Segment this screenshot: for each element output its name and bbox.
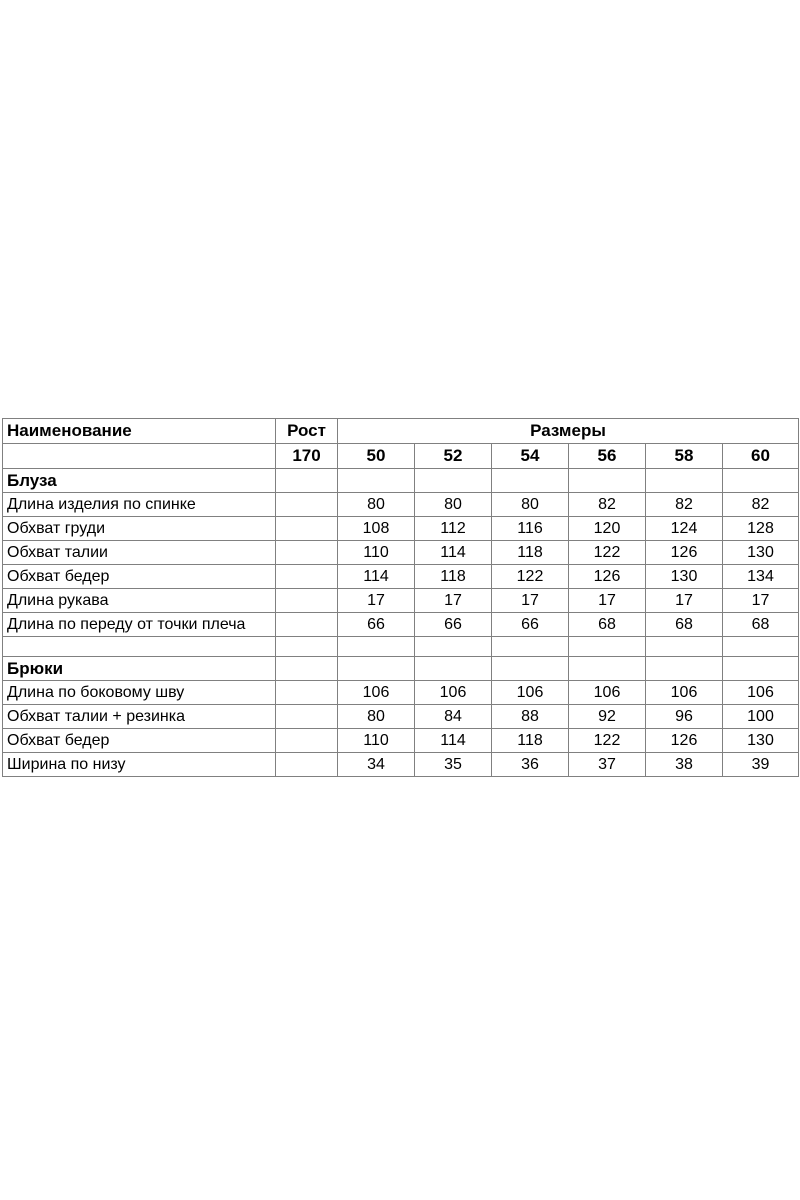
size-numbers-row [3,444,799,469]
row-label: Длина изделия по спинке [3,493,276,517]
cell-value: 122 [569,541,646,565]
cell-value: 126 [646,541,723,565]
cell-value: 124 [646,517,723,541]
spacer-row [3,637,799,657]
row-label: Длина рукава [3,589,276,613]
cell-value: 82 [569,493,646,517]
cell-value: 114 [338,565,415,589]
cell-value: 126 [646,729,723,753]
cell-value: 128 [723,517,799,541]
row-label: Обхват груди [3,517,276,541]
table-row [3,541,799,565]
cell-value: 126 [569,565,646,589]
cell-value: 80 [415,493,492,517]
cell-value: 35 [415,753,492,777]
cell-value: 120 [569,517,646,541]
cell-value: 37 [569,753,646,777]
cell-value: 68 [723,613,799,637]
cell-value: 80 [492,493,569,517]
cell-value: 106 [569,681,646,705]
cell-value: 100 [723,705,799,729]
cell-value: 114 [415,729,492,753]
row-label: Длина по переду от точки плеча [3,613,276,637]
cell-value: 66 [492,613,569,637]
size-header: 54 [492,444,569,469]
cell-value: 84 [415,705,492,729]
cell-value: 17 [492,589,569,613]
table-row [3,613,799,637]
cell-value: 118 [492,729,569,753]
cell-value: 130 [723,729,799,753]
cell-value: 106 [338,681,415,705]
cell-value: 17 [415,589,492,613]
cell-value: 88 [492,705,569,729]
section-title: Брюки [3,657,276,681]
cell-value: 116 [492,517,569,541]
section-title: Блуза [3,469,276,493]
size-header: 60 [723,444,799,469]
name-header: Наименование [3,419,276,444]
cell-value: 118 [492,541,569,565]
cell-value: 122 [492,565,569,589]
cell-value: 17 [569,589,646,613]
section-title-row [3,469,799,493]
cell-value: 82 [723,493,799,517]
row-label: Обхват бедер [3,565,276,589]
height-value: 170 [276,444,338,469]
row-label: Ширина по низу [3,753,276,777]
cell-value: 110 [338,729,415,753]
cell-value: 106 [415,681,492,705]
size-header: 58 [646,444,723,469]
row-label: Обхват бедер [3,729,276,753]
section-title-row [3,657,799,681]
cell-value: 66 [415,613,492,637]
cell-value: 114 [415,541,492,565]
cell-value: 36 [492,753,569,777]
cell-value: 80 [338,705,415,729]
header-row [3,419,799,444]
table-row [3,705,799,729]
cell-value: 34 [338,753,415,777]
cell-value: 118 [415,565,492,589]
cell-value: 17 [723,589,799,613]
cell-value: 66 [338,613,415,637]
size-header: 50 [338,444,415,469]
cell-value: 122 [569,729,646,753]
cell-value: 134 [723,565,799,589]
row-label: Обхват талии [3,541,276,565]
cell-value: 106 [492,681,569,705]
cell-value: 112 [415,517,492,541]
cell-value: 106 [723,681,799,705]
size-header: 56 [569,444,646,469]
cell-value: 130 [646,565,723,589]
empty-cell [3,444,276,469]
table-row [3,729,799,753]
cell-value: 68 [569,613,646,637]
table-row [3,589,799,613]
cell-value: 39 [723,753,799,777]
cell-value: 82 [646,493,723,517]
cell-value: 38 [646,753,723,777]
table-row [3,517,799,541]
size-chart-table [2,418,799,777]
table-row [3,493,799,517]
cell-value: 110 [338,541,415,565]
table-row [3,565,799,589]
cell-value: 96 [646,705,723,729]
sizes-header: Размеры [338,419,799,444]
cell-value: 17 [338,589,415,613]
cell-value: 68 [646,613,723,637]
cell-value: 130 [723,541,799,565]
cell-value: 80 [338,493,415,517]
row-label: Длина по боковому шву [3,681,276,705]
row-label: Обхват талии + резинка [3,705,276,729]
cell-value: 108 [338,517,415,541]
cell-value: 92 [569,705,646,729]
cell-value: 17 [646,589,723,613]
table-row [3,753,799,777]
height-header: Рост [276,419,338,444]
size-header: 52 [415,444,492,469]
table-row [3,681,799,705]
cell-value: 106 [646,681,723,705]
